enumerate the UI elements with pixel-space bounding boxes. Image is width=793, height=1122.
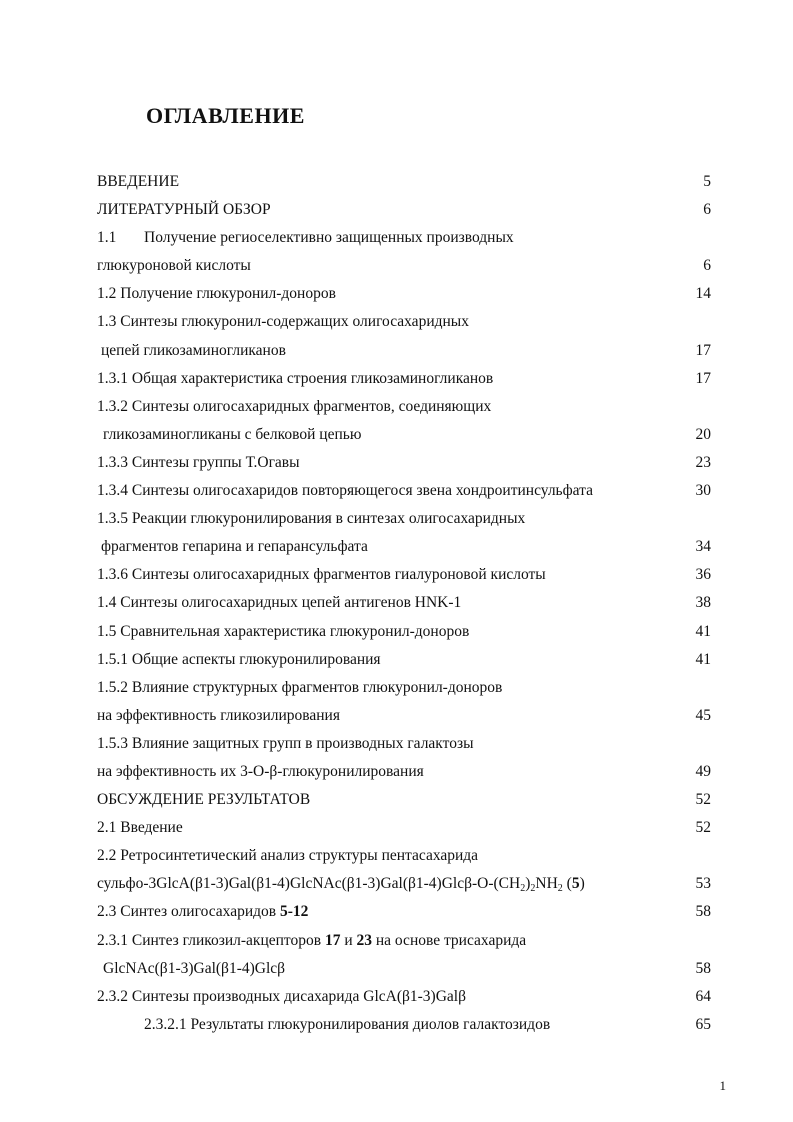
toc-entry-1-5-3-cont[interactable] [97, 758, 717, 786]
toc-entry-text: ЛИТЕРАТУРНЫЙ ОБЗОР [97, 201, 271, 219]
toc-entry-1-2[interactable] [97, 280, 717, 308]
toc-page-number: 34 [695, 538, 711, 556]
toc-page-number: 49 [695, 762, 711, 780]
toc-page-number: 30 [695, 482, 711, 500]
toc-entry-text: 2.3.1 Синтез гликозил-акцепторов [97, 931, 325, 949]
toc-entry-1-3-4[interactable] [97, 477, 717, 505]
toc-entry-text: на эффективность гликозилирования [97, 706, 340, 724]
toc-entry-1-3-2[interactable] [97, 393, 717, 421]
toc-entry-1-3-3[interactable] [97, 449, 717, 477]
toc-page-number: 36 [695, 566, 711, 584]
toc-entry-1-1-cont[interactable] [97, 252, 717, 280]
toc-entry-1-3[interactable] [97, 308, 717, 336]
toc-entry-text: 1.5.1 Общие аспекты глюкуронилирования [97, 650, 381, 668]
toc-page-number: 38 [695, 594, 711, 612]
toc-entry-1-3-5[interactable] [97, 505, 717, 533]
toc-page-number: 64 [695, 987, 711, 1005]
toc-entry-text: 1.3.1 Общая характеристика строения гликозаминогликанов [97, 369, 494, 387]
toc-entry-text: 1.5.2 Влияние структурных фрагментов глюкуронил-доноров [97, 678, 503, 696]
toc-entry-text: GlcNAc(β1-3)Gal(β1-4)Glcβ [103, 959, 286, 977]
toc-entry-1-3-1[interactable] [97, 365, 717, 393]
toc-entry-text: 1.3 Синтезы глюкуронил-содержащих олигосахаридных [97, 313, 469, 331]
toc-page-number: 45 [695, 706, 711, 724]
toc-section-number: 1.1 [97, 229, 117, 247]
toc-entry-2-3-1-cont[interactable] [97, 955, 717, 983]
toc-page-number: 23 [695, 453, 711, 471]
toc-entry-text: 2.3.2.1 Результаты глюкуронилирования диолов галактозидов [144, 1015, 551, 1033]
toc-page-number: 53 [695, 875, 711, 893]
toc-entry-intro[interactable] [97, 168, 717, 196]
toc-entry-text: 1.5 Сравнительная характеристика глюкуронил-доноров [97, 622, 470, 640]
toc-page-number: 20 [695, 425, 711, 443]
toc-entry-formula: сульфо-$3GlcA(\beta 1-3)Gal(\beta 1-4)GlcNAc(\beta 1-3)Gal(\beta 1-4)Glc\beta-O-(CH_2)_2NH_2$ (5) [97, 875, 585, 895]
toc-entry-discussion[interactable] [97, 786, 717, 814]
toc-entry-1-3-2-cont[interactable] [97, 421, 717, 449]
toc-entry-1-5-2[interactable] [97, 674, 717, 702]
toc-page-number: 65 [695, 1015, 711, 1033]
toc-entry-2-3-1[interactable]: 2.3.1 Синтез гликозил-акцепторов 17 и 23 на основе трисахарида [97, 931, 527, 949]
toc-page-number: 41 [695, 622, 711, 640]
toc-entry-1-3-6[interactable] [97, 561, 717, 589]
toc-entry-1-3-cont[interactable] [97, 337, 717, 365]
toc-entry-text: ВВЕДЕНИЕ [97, 173, 180, 190]
toc-entry-text: 1.5.3 Влияние защитных групп в производных галактозы [97, 734, 474, 752]
compound-number: 17 [324, 931, 341, 949]
toc-entry-text: 2.1 Введение [97, 819, 183, 837]
toc-entry-1-5-3[interactable] [97, 730, 717, 758]
toc-entry-text: на эффективность их 3-O-β-глюкуронилирования [97, 762, 424, 780]
toc-entry-text: цепей гликозаминогликанов [101, 341, 286, 359]
toc-entry-text: 1.3.3 Синтезы группы Т.Огавы [97, 453, 300, 471]
table-of-contents [97, 168, 717, 1039]
toc-entry-1-5[interactable] [97, 618, 717, 646]
compound-number: 5-12 [279, 903, 309, 921]
page-number: 1 [719, 1078, 726, 1093]
toc-entry-text: 2.3 Синтез олигосахаридов [97, 903, 280, 921]
toc-entry-text: ОБСУЖДЕНИЕ РЕЗУЛЬТАТОВ [97, 791, 311, 809]
toc-entry-text: глюкуроновой кислоты [97, 257, 251, 275]
toc-page-number: 5 [703, 173, 711, 190]
toc-entry-2-3-2-1[interactable] [97, 1011, 717, 1039]
toc-entry-2-3-2[interactable] [97, 983, 717, 1011]
toc-entry-text: гликозаминогликаны с белковой цепью [103, 425, 362, 443]
toc-entry-lit-review[interactable] [97, 196, 717, 224]
toc-page-number: 52 [695, 791, 711, 809]
toc-entry-2-3[interactable] [97, 898, 717, 926]
toc-entry-text: Получение региоселективно защищенных производных [144, 229, 514, 247]
toc-entry-2-1[interactable] [97, 814, 717, 842]
toc-entry-2-2-cont[interactable] [97, 870, 717, 898]
toc-entry-1-5-1[interactable] [97, 646, 717, 674]
toc-entry-text: 1.3.6 Синтезы олигосахаридных фрагментов гиалуроновой кислоты [97, 566, 546, 584]
toc-page-number: 52 [695, 819, 711, 837]
toc-entry-2-2[interactable] [97, 842, 717, 870]
toc-entry-text: фрагментов гепарина и гепарансульфата [101, 538, 368, 556]
toc-entry-text: 2.3.2 Синтезы производных дисахарида GlcA(β1-3)Galβ [97, 987, 466, 1005]
toc-page-number: 14 [695, 285, 711, 303]
toc-page-number: 17 [695, 341, 711, 359]
page-title: ОГЛАВЛЕНИЕ [146, 103, 305, 128]
toc-entry-1-3-5-cont[interactable] [97, 533, 717, 561]
toc-page-number: 6 [703, 201, 711, 219]
toc-entry-text: 1.3.4 Синтезы олигосахаридов повторяющегося звена хондроитинсульфата [97, 482, 593, 500]
toc-entry-text: 1.3.5 Реакции глюкуронилирования в синтезах олигосахаридных [97, 510, 526, 528]
toc-page-number: 6 [703, 257, 711, 275]
toc-entry-1-5-2-cont[interactable] [97, 702, 717, 730]
toc-entry-text: 1.3.2 Синтезы олигосахаридных фрагментов, соединяющих [97, 397, 492, 415]
toc-page-number: 58 [695, 959, 711, 977]
toc-page-number: 41 [695, 650, 711, 668]
toc-entry-text: 2.2 Ретросинтетический анализ структуры пентасахарида [97, 847, 479, 865]
compound-number: 5 [571, 875, 580, 893]
toc-page-number: 58 [695, 903, 711, 921]
toc-entry-text: 1.2 Получение глюкуронил-доноров [97, 285, 336, 303]
toc-entry-text: 1.4 Синтезы олигосахаридных цепей антигенов HNK-1 [97, 594, 462, 612]
compound-number: 23 [356, 931, 372, 949]
toc-entry-1-1[interactable] [97, 224, 717, 252]
toc-entry-1-4[interactable] [97, 589, 717, 617]
toc-page-number: 17 [695, 369, 711, 387]
